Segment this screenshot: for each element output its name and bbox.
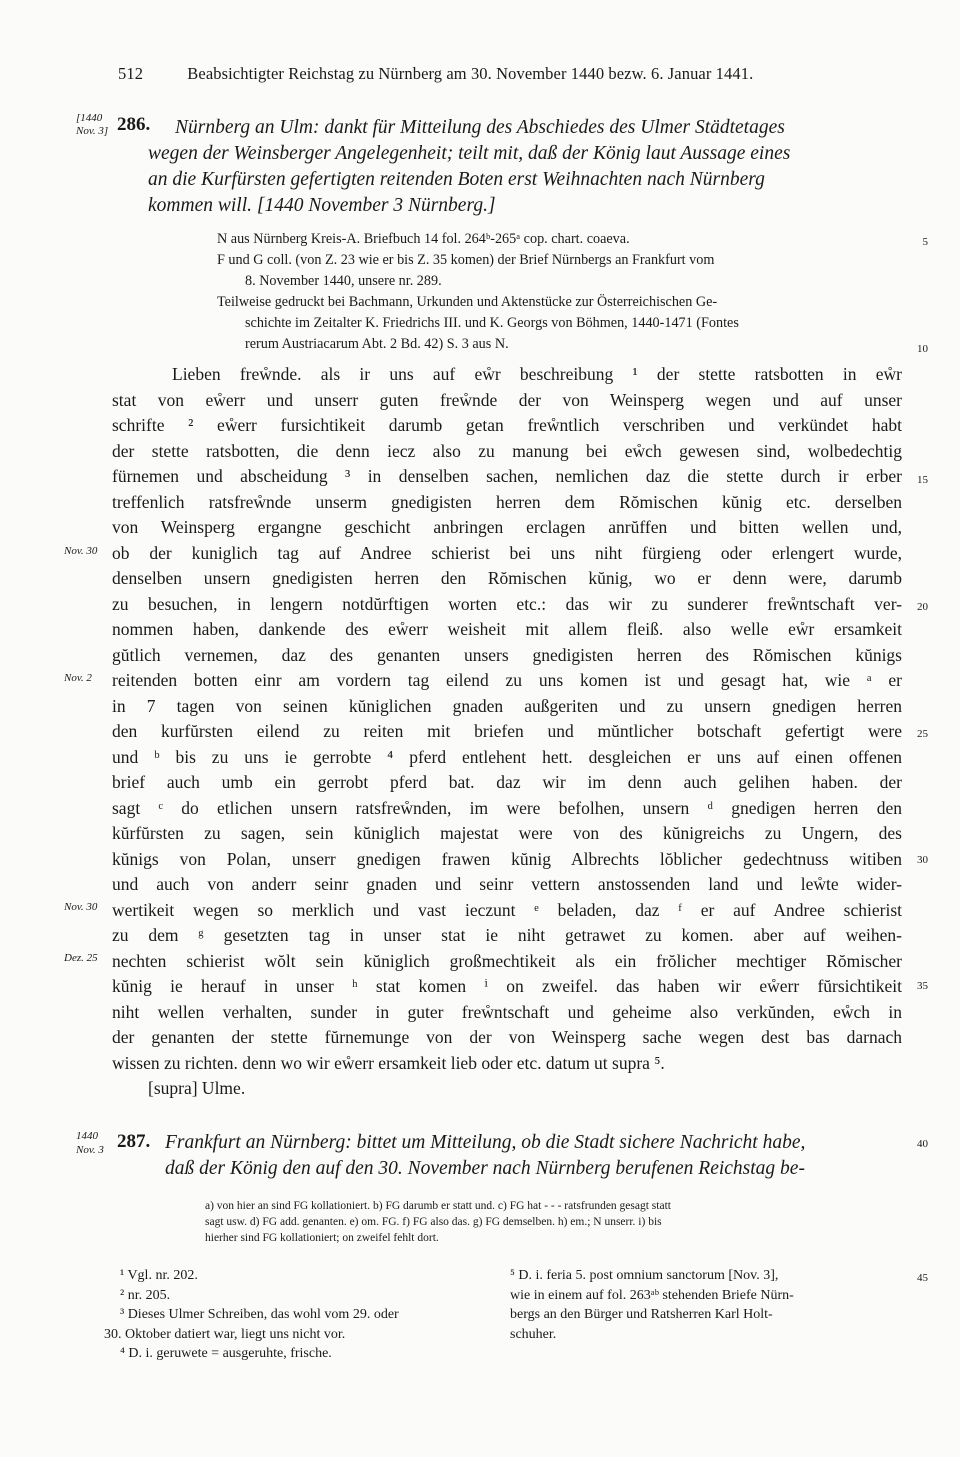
footnote-line: schuher. xyxy=(510,1326,557,1342)
text-line: zu dem ᵍ gesetzten tag in unser stat ie niht getrawet zu komen. aber auf weihen- xyxy=(112,925,902,945)
footnote-line: wie in einem auf fol. 263ᵃᵇ stehenden Briefe Nürn- xyxy=(510,1287,794,1303)
text-line: fürnemen und abscheidung ³ in denselben sachen, nemlichen daz die stette durch ir erber xyxy=(112,466,902,486)
text-line: Lieben freẘnde. als ir uns auf eẘr beschreibung ¹ der stette ratsbotten in eẘr xyxy=(172,364,902,384)
footnotes-right xyxy=(510,1266,794,1344)
line-number: 20 xyxy=(917,601,928,613)
margin-date: Nov. 30 xyxy=(64,901,98,913)
text-line: in 7 tagen von seinen kŭniglichen gnaden außgeriten und zu unsern gnedigen herren xyxy=(112,695,902,716)
line-number: 30 xyxy=(917,854,928,866)
text-line: kŭnigs von Polan, unserr gnedigen frawen kŭnig Albrechts lŏblicher gedechtnuss witiben xyxy=(112,848,902,869)
line-number: 15 xyxy=(917,474,928,486)
entry-287-number: 287. xyxy=(117,1131,151,1152)
text-line: und ᵇ bis zu uns ie gerrobte ⁴ pferd entlehent hett. desgleichen er uns auf einen offenen xyxy=(112,746,902,767)
entry-286-date-year: [1440 xyxy=(76,112,103,124)
text-line: brief auch umb ein gerrobt pferd bat. daz wir im denn auch gelihen haben. der xyxy=(112,772,902,792)
margin-date: Nov. 30 xyxy=(64,545,98,557)
line-number: 5 xyxy=(922,236,928,248)
text-line: stat von eẘerr und unserr guten freẘnde der von Weinsperg wegen und auf unser xyxy=(112,389,902,410)
line-number: 25 xyxy=(917,728,928,740)
footnote-line: ³ Dieses Ulmer Schreiben, das wohl vom 29. oder xyxy=(120,1307,399,1322)
text-line: der stette ratsbotten, die denn iecz also zu manung bei eẘch gewesen sind, wolbedechtig xyxy=(112,440,902,461)
regest-line: Frankfurt an Nürnberg: bittet um Mitteilung, ob die Stadt sichere Nachricht habe, xyxy=(165,1132,806,1153)
line-number: 10 xyxy=(917,343,928,355)
text-line: treffenlich ratsfreẘnde unserm gnedigisten herren dem Rŏmischen kŭnig etc. derselben xyxy=(112,491,902,512)
text-line: den kurfŭrsten eilend zu reiten mit briefen und mŭntlicher botschaft gefertigt were xyxy=(112,721,902,741)
regest-line: Nürnberg an Ulm: dankt für Mitteilung des Abschiedes des Ulmer Städtetages xyxy=(175,117,785,138)
variants-apparatus xyxy=(205,1198,895,1246)
footnotes-left xyxy=(104,1266,399,1364)
regest-line: wegen der Weinsberger Angelegenheit; teilt mit, daß der König laut Aussage eines xyxy=(148,143,791,164)
footnote-line: ² nr. 205. xyxy=(120,1287,171,1303)
source-line: F und G coll. (von Z. 23 wie er bis Z. 35 komen) der Brief Nürnbergs an Frankfurt vom xyxy=(217,252,715,268)
line-number: 35 xyxy=(917,980,928,992)
source-line: 8. November 1440, unsere nr. 289. xyxy=(245,273,442,289)
text-line: kŭrfŭrsten zu sagen, sein kŭniglich majestat were von des kŭnigreichs zu Ungern, des xyxy=(112,823,902,843)
text-line: von Weinsperg ergangne geschicht anbringen erclagen anrŭffen und bitten wellen und, xyxy=(112,517,902,537)
source-line: schichte im Zeitalter K. Friedrichs III. und K. Georgs von Böhmen, 1440-1471 (Fontes xyxy=(245,315,739,331)
page-number: 512 xyxy=(118,64,144,83)
text-line: und auch von anderr seinr gnaden und seinr vettern anstossenden land und leẘte wider- xyxy=(112,874,902,894)
margin-date: Dez. 25 xyxy=(64,952,98,964)
text-line: kŭnig ie herauf in unser ʰ stat komen ⁱ on zweifel. das haben wir eẘerr fŭrsichtikeit xyxy=(112,976,902,996)
variant-line: hierher sind FG kollationiert; on zweifel fehlt dort. xyxy=(205,1232,439,1244)
running-title: Beabsichtigter Reichstag zu Nürnberg am 30. November 1440 bezw. 6. Januar 1441. xyxy=(187,64,754,83)
regest-line: an die Kurfürsten gefertigten reitenden Boten erst Weihnachten nach Nürnberg xyxy=(148,169,765,190)
entry-286-regest xyxy=(148,115,791,219)
text-line: schrifte ² eẘerr fursichtikeit darumb getan freẘntlich verschriben und verkündet habt xyxy=(112,415,902,435)
entry-286-date-day: Nov. 3] xyxy=(76,125,109,137)
entry-287-date-day: Nov. 3 xyxy=(76,1144,104,1156)
text-line: reitenden botten einr am vordern tag eilend zu uns komen ist und gesagt hat, wie ᵃ er xyxy=(112,670,902,690)
text-line: nechten schierist wŏlt sein kŭniglich großmechtikeit als ein frŏlicher mechtiger Rŏmischer xyxy=(112,950,902,971)
text-line: wertikeit wegen so merklich und vast ieczunt ᵉ beladen, daz ᶠ er auf Andree schierist xyxy=(112,899,902,920)
text-line: sagt ᶜ do etlichen unsern ratsfreẘnden, im were befolhen, unsern ᵈ gnedigen herren den xyxy=(112,797,902,818)
line-number: 40 xyxy=(917,1138,928,1150)
closing-line: [supra] Ulme. xyxy=(148,1078,246,1098)
text-line: niht wellen verhalten, sunder in guter freẘntschaft und geheime also verkŭnden, eẘch in xyxy=(112,1001,902,1022)
text-line: nommen haben, dankende des eẘerr weisheit mit allem fleiß. also welle eẘr ersamkeit xyxy=(112,619,902,639)
text-line: ob der kuniglich tag auf Andree schierist bei uns niht fürgieng oder erlengert wurde, xyxy=(112,542,902,563)
variant-line: a) von hier an sind FG kollationiert. b) FG darumb er statt und. c) FG hat - - - ratsfrunden gesagt statt xyxy=(205,1200,671,1212)
footnote-line: ⁵ D. i. feria 5. post omnium sanctorum [Nov. 3], xyxy=(510,1268,779,1283)
footnote-line: ⁴ D. i. geruwete = ausgeruhte, frische. xyxy=(120,1346,332,1361)
source-line: N aus Nürnberg Kreis-A. Briefbuch 14 fol. 264ᵇ-265ᵃ cop. chart. coaeva. xyxy=(217,231,630,247)
entry-287-regest xyxy=(165,1130,805,1182)
source-line: rerum Austriacarum Abt. 2 Bd. 42) S. 3 aus N. xyxy=(245,336,509,352)
footnote-line: bergs an den Bürger und Ratsherren Karl Holt- xyxy=(510,1307,773,1322)
regest-line: daß der König den auf den 30. November nach Nürnberg berufenen Reichstag be- xyxy=(165,1158,805,1179)
entry-286-source-note xyxy=(217,229,739,355)
text-line: wissen zu richten. denn wo wir eẘerr ersamkeit lieb oder etc. datum ut supra ⁵. xyxy=(112,1052,665,1073)
text-line: denselben unsern gnedigisten herren den Rŏmischen kŭnig, wo er denn were, darumb xyxy=(112,568,902,588)
running-header xyxy=(118,64,753,84)
text-line: der genanten der stette fŭrnemunge von der von Weinsperg sache wegen dest bas darnach xyxy=(112,1027,902,1047)
text-line: gŭtlich vernemen, daz des genanten unsers gnedigisten herren des Rŏmischen kŭnigs xyxy=(112,644,902,665)
margin-date: Nov. 2 xyxy=(64,672,92,684)
variant-line: sagt usw. d) FG add. genanten. e) om. FG. f) FG also das. g) FG demselben. h) em.; N unserr. i) bis xyxy=(205,1216,662,1228)
text-line: zu besuchen, in lengern notdŭrftigen worten etc.: das wir zu sunderer freẘntschaft ver- xyxy=(112,593,902,614)
regest-line: kommen will. [1440 November 3 Nürnberg.] xyxy=(148,195,496,216)
footnote-line: ¹ Vgl. nr. 202. xyxy=(120,1268,198,1283)
footnote-line: 30. Oktober datiert war, liegt uns nicht vor. xyxy=(104,1326,346,1342)
entry-287-date-year: 1440 xyxy=(76,1130,98,1142)
entry-286-number: 286. xyxy=(117,114,151,135)
line-number: 45 xyxy=(917,1272,928,1284)
source-line: Teilweise gedruckt bei Bachmann, Urkunden und Aktenstücke zur Österreichischen Ge- xyxy=(217,294,718,310)
entry-286-letter-text xyxy=(112,362,902,1102)
